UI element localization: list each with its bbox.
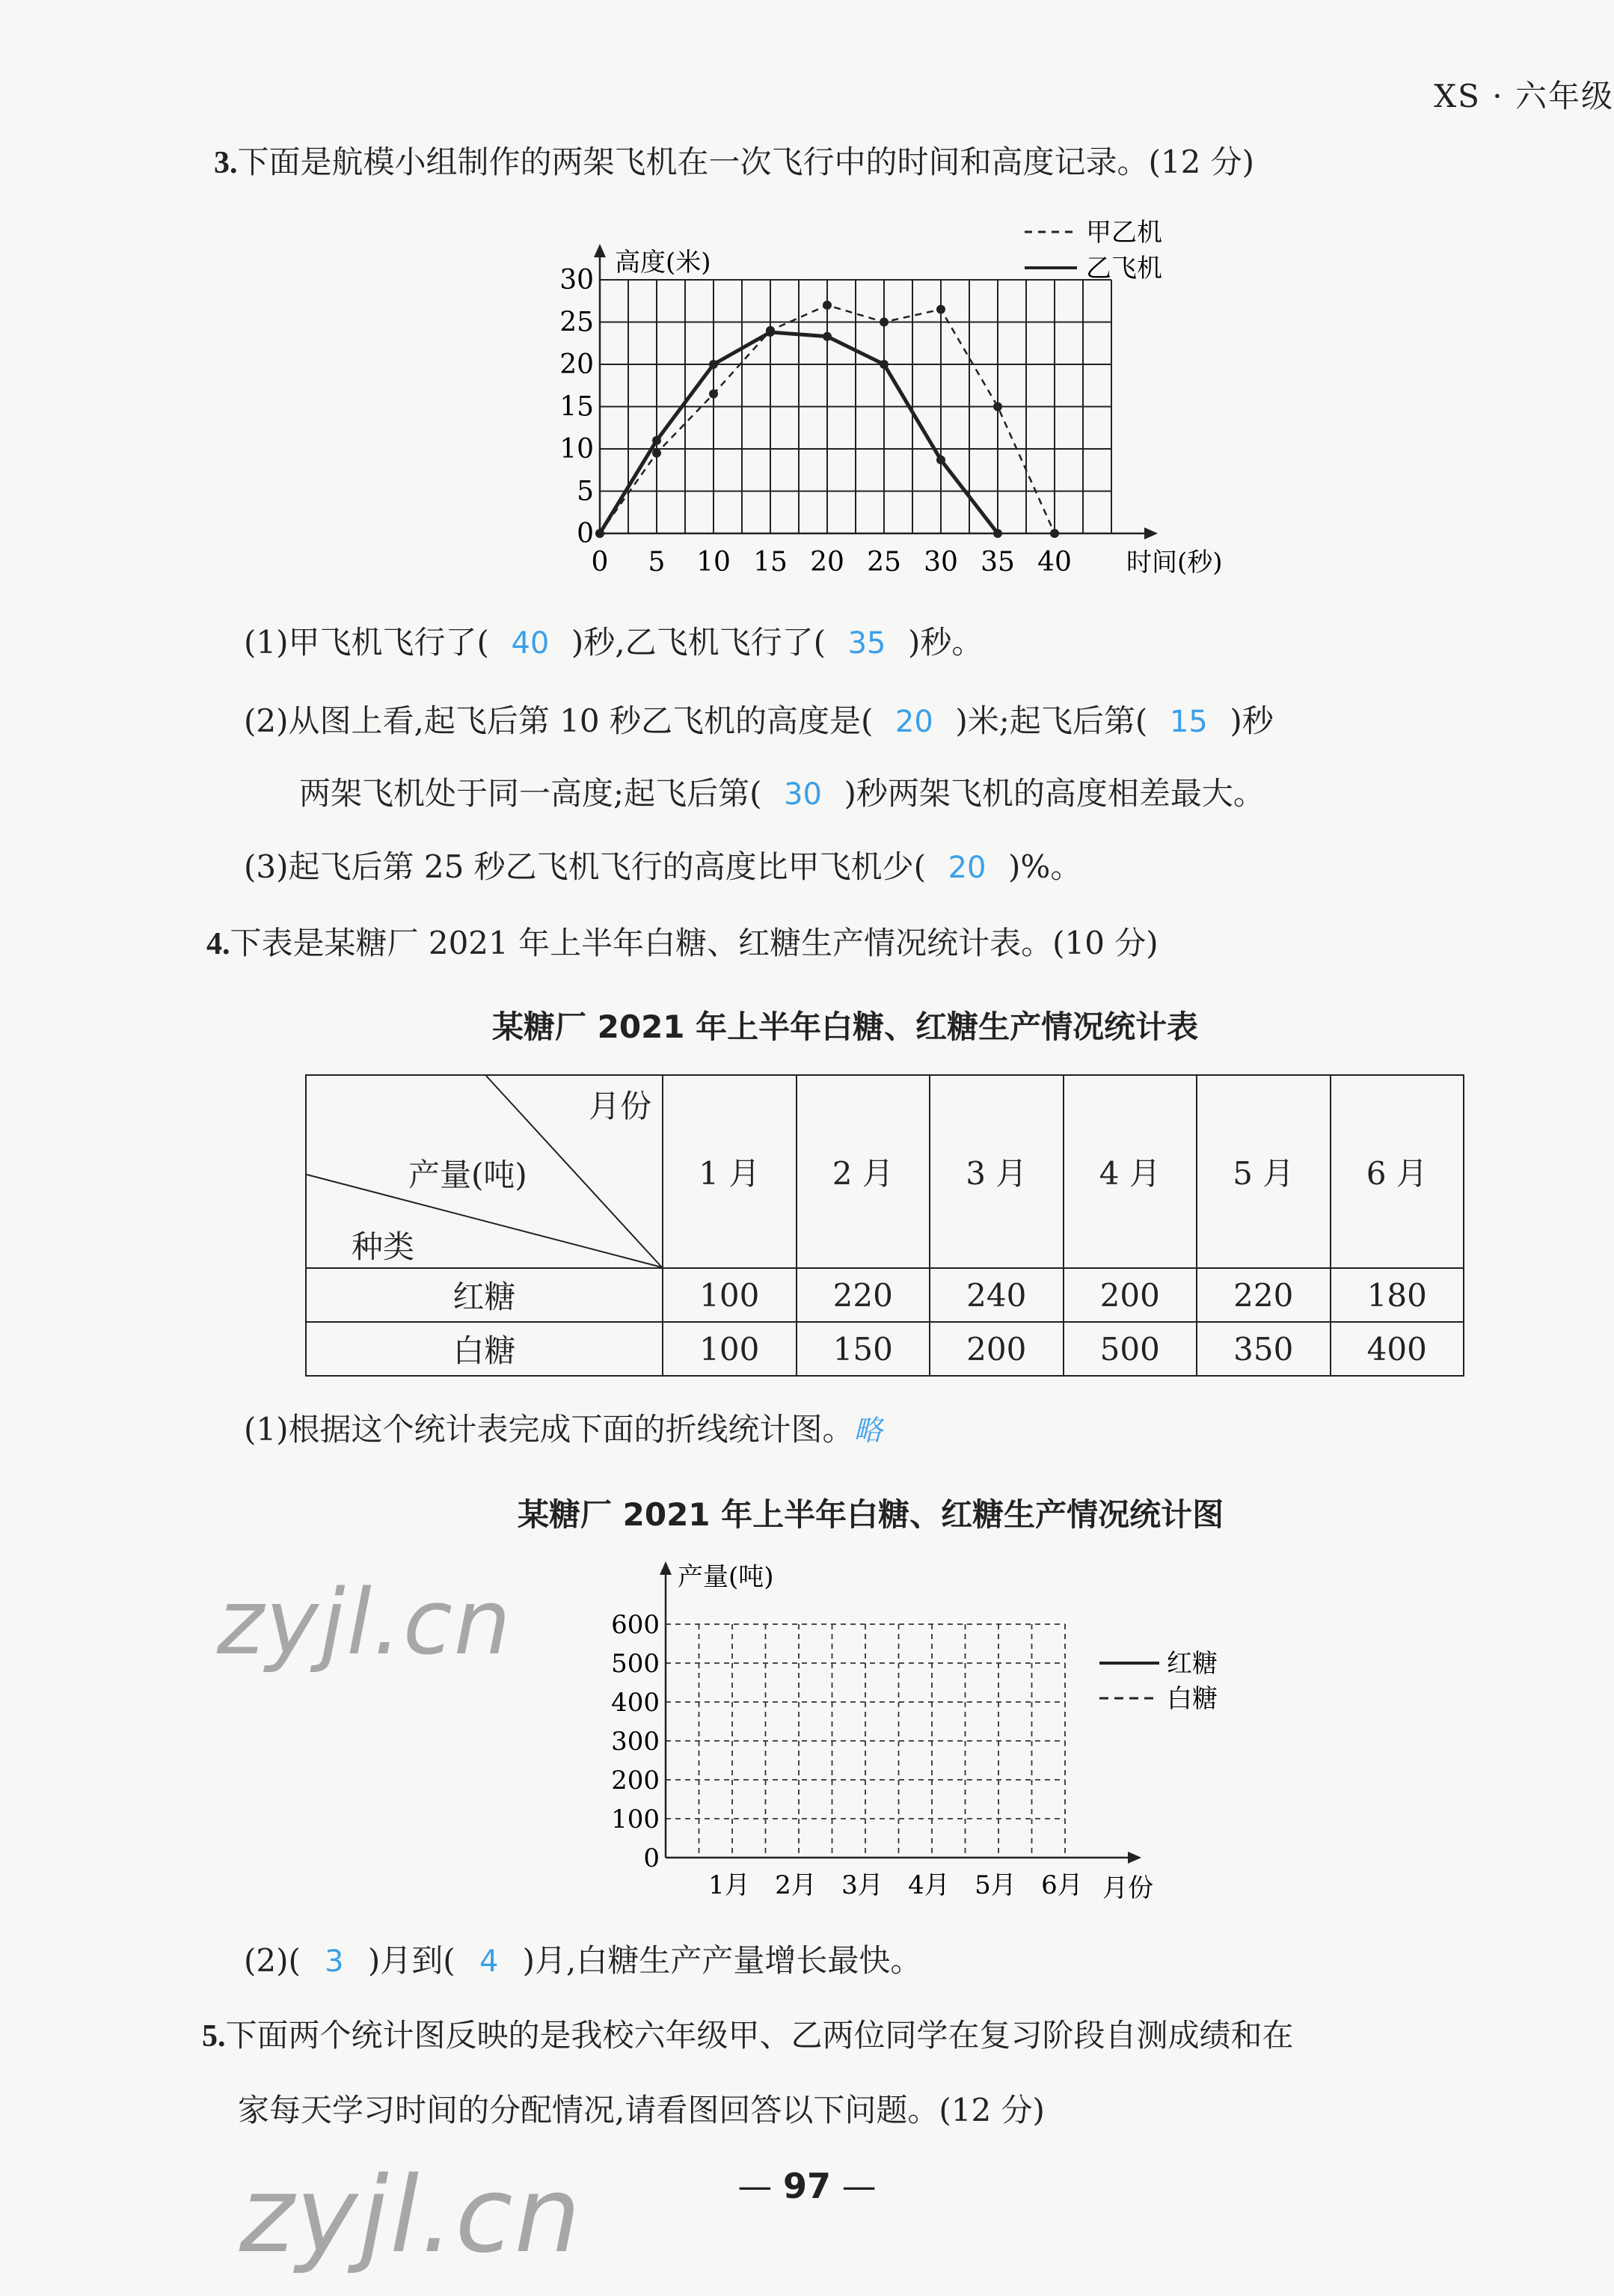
y-tick-label: 20 xyxy=(559,349,594,380)
data-point xyxy=(823,301,832,310)
y-tick-label: 30 xyxy=(559,265,594,296)
table-cell: 200 xyxy=(930,1322,1064,1376)
y-tick-label: 600 xyxy=(611,1610,660,1640)
corner-label-kind: 种类 xyxy=(352,1228,415,1265)
q5-line1: 5.下面两个统计图反映的是我校六年级甲、乙两位同学在复习阶段自测成绩和在 xyxy=(202,2017,1294,2054)
q3-sub1: (1)甲飞机飞行了( 40 )秒,乙飞机飞行了( 35 )秒。 xyxy=(244,624,984,661)
table-cell: 180 xyxy=(1331,1268,1464,1322)
q3-sub2: (2)从图上看,起飞后第 10 秒乙飞机的高度是( 20 )米;起飞后第( 15 )秒 xyxy=(244,702,1274,739)
answer-q4-2b: 4 xyxy=(479,1944,499,1979)
data-point xyxy=(652,449,661,458)
x-tick-label: 0 xyxy=(591,547,609,578)
table-cell: 400 xyxy=(1331,1322,1464,1376)
q3-number: 3. xyxy=(214,146,238,180)
month-header: 3 月 xyxy=(930,1075,1064,1268)
legend-label: 乙飞机 xyxy=(1086,254,1162,284)
table-cell: 100 xyxy=(663,1322,797,1376)
x-tick-label: 6月 xyxy=(1041,1870,1083,1900)
answer-q3-3: 20 xyxy=(948,851,986,885)
q4-text: 下表是某糖厂 2021 年上半年白糖、红糖生产情况统计表。(10 分) xyxy=(230,925,1159,961)
y-axis-label: 产量(吨) xyxy=(678,1562,774,1592)
y-tick-label: 0 xyxy=(577,518,594,549)
x-tick-label: 30 xyxy=(924,547,958,578)
corner-label-month: 月份 xyxy=(588,1088,651,1124)
data-point xyxy=(709,360,718,369)
data-point xyxy=(880,318,889,327)
month-header: 4 月 xyxy=(1064,1075,1197,1268)
table-cell: 240 xyxy=(930,1268,1064,1322)
answer-q4-1: 略 xyxy=(853,1414,883,1447)
y-axis-arrow-icon xyxy=(594,244,606,257)
row-label: 白糖 xyxy=(306,1322,663,1376)
table-row xyxy=(306,1268,1464,1322)
flight-height-chart xyxy=(559,217,1256,606)
q3-sub2-continued: 两架飞机处于同一高度;起飞后第( 30 )秒两架飞机的高度相差最大。 xyxy=(299,775,1265,812)
x-tick-label: 25 xyxy=(867,547,901,578)
month-header: 6 月 xyxy=(1331,1075,1464,1268)
answer-q3-2b: 15 xyxy=(1169,705,1208,739)
x-tick-label: 15 xyxy=(753,547,788,578)
data-point xyxy=(1050,529,1059,538)
x-tick-label: 2月 xyxy=(775,1870,817,1900)
q5-number: 5. xyxy=(202,2019,226,2054)
x-axis-label: 时间(秒) xyxy=(1126,548,1223,578)
x-tick-label: 35 xyxy=(981,547,1015,578)
data-point xyxy=(993,402,1002,411)
table-cell: 150 xyxy=(797,1322,930,1376)
x-tick-label: 10 xyxy=(696,547,731,578)
q4-number: 4. xyxy=(206,927,230,961)
x-tick-label: 5 xyxy=(648,547,666,578)
month-header: 1 月 xyxy=(663,1075,797,1268)
q3-prompt xyxy=(214,144,1255,180)
page-number: — 97 — xyxy=(737,2166,877,2206)
x-tick-label: 40 xyxy=(1037,547,1072,578)
x-tick-label: 4月 xyxy=(908,1870,950,1900)
q4-prompt xyxy=(206,925,1159,961)
q4-sub1: (1)根据这个统计表完成下面的折线统计图。略 xyxy=(244,1411,883,1448)
answer-q3-1b: 35 xyxy=(847,626,886,661)
data-point xyxy=(652,436,661,445)
data-point xyxy=(993,529,1002,538)
table-cell: 220 xyxy=(797,1268,930,1322)
y-axis-arrow-icon xyxy=(660,1561,672,1575)
x-tick-label: 3月 xyxy=(841,1870,883,1900)
q4-sub2: (2)( 3 )月到( 4 )月,白糖生产产量增长最快。 xyxy=(244,1942,922,1979)
y-tick-label: 5 xyxy=(577,476,594,507)
table-cell: 200 xyxy=(1064,1268,1197,1322)
x-axis-arrow-icon xyxy=(1144,527,1158,539)
y-tick-label: 500 xyxy=(611,1649,660,1679)
watermark: zyjl.cn xyxy=(239,2155,583,2277)
legend-label: 白糖 xyxy=(1167,1684,1218,1714)
month-header: 5 月 xyxy=(1197,1075,1331,1268)
production-table xyxy=(305,1074,1464,1377)
y-tick-label: 15 xyxy=(559,391,594,423)
page-header: XS · 六年级 xyxy=(1434,78,1614,114)
row-label: 红糖 xyxy=(306,1268,663,1322)
table-corner-cell xyxy=(306,1075,663,1268)
data-point xyxy=(766,328,775,337)
x-tick-label: 5月 xyxy=(975,1870,1016,1900)
month-header: 2 月 xyxy=(797,1075,930,1268)
table-cell: 500 xyxy=(1064,1322,1197,1376)
x-axis-arrow-icon xyxy=(1128,1852,1141,1864)
watermark: zyjl.cn xyxy=(217,1571,512,1675)
y-tick-label: 400 xyxy=(611,1688,660,1718)
x-tick-label: 20 xyxy=(810,547,844,578)
y-tick-label: 300 xyxy=(611,1727,660,1757)
table-cell: 220 xyxy=(1197,1268,1331,1322)
data-point xyxy=(936,456,945,465)
legend-label: 甲乙机 xyxy=(1086,218,1162,248)
y-tick-label: 10 xyxy=(559,434,594,465)
corner-label-unit: 产量(吨) xyxy=(408,1157,527,1193)
y-tick-label: 200 xyxy=(611,1766,660,1796)
table-row xyxy=(306,1322,1464,1376)
data-point xyxy=(595,529,604,538)
x-axis-label: 月份 xyxy=(1102,1873,1153,1903)
q3-sub3: (3)起飞后第 25 秒乙飞机飞行的高度比甲飞机少( 20 )%。 xyxy=(244,848,1082,885)
answer-q4-2a: 3 xyxy=(325,1944,344,1979)
table-title: 某糖厂 2021 年上半年白糖、红糖生产情况统计表 xyxy=(492,1008,1199,1045)
q5-line2: 家每天学习时间的分配情况,请看图回答以下问题。(12 分) xyxy=(238,2092,1045,2128)
data-point xyxy=(823,332,832,341)
table-cell: 100 xyxy=(663,1268,797,1322)
y-tick-label: 25 xyxy=(559,307,594,338)
chart-title: 某糖厂 2021 年上半年白糖、红糖生产情况统计图 xyxy=(518,1496,1224,1533)
answer-q3-2c: 30 xyxy=(784,777,822,812)
table-cell: 350 xyxy=(1197,1322,1331,1376)
data-point xyxy=(709,390,718,399)
data-point xyxy=(880,360,889,369)
data-point xyxy=(936,305,945,314)
x-tick-label: 1月 xyxy=(708,1870,750,1900)
y-axis-label: 高度(米) xyxy=(615,248,711,278)
y-tick-label: 0 xyxy=(643,1843,660,1873)
answer-q3-1a: 40 xyxy=(511,626,550,661)
sugar-production-chart xyxy=(591,1552,1264,1919)
legend-label: 红糖 xyxy=(1167,1649,1218,1679)
q3-text: 下面是航模小组制作的两架飞机在一次飞行中的时间和高度记录。(12 分) xyxy=(237,144,1255,180)
answer-q3-2a: 20 xyxy=(895,705,933,739)
y-tick-label: 100 xyxy=(611,1804,660,1834)
